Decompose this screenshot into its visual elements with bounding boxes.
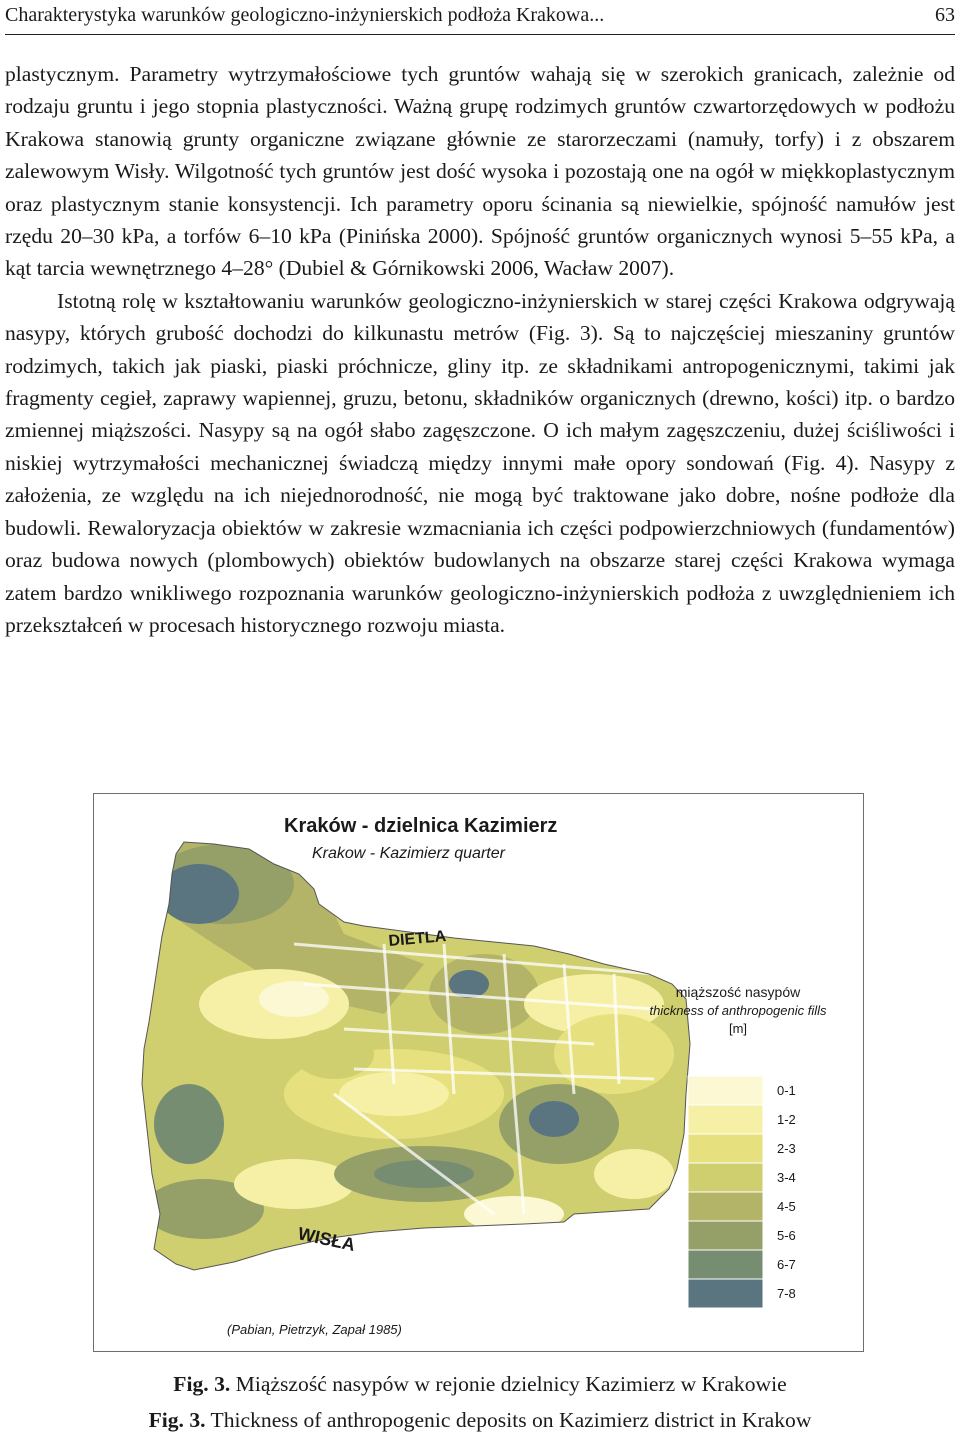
map-title-en: Krakow - Kazimierz quarter — [312, 845, 505, 862]
legend-swatch — [688, 1192, 763, 1221]
legend-title-pl: miąższość nasypów — [675, 984, 801, 1000]
legend-label: 2-3 — [777, 1141, 796, 1156]
legend-label: 7-8 — [777, 1286, 796, 1301]
river-label-wisla: WISŁA — [296, 1223, 358, 1255]
body-text — [5, 58, 955, 641]
legend-label: 1-2 — [777, 1112, 796, 1127]
caption-en-text: Thickness of anthropogenic deposits on Kazimierz district in Krakow — [205, 1408, 812, 1432]
paragraph-2: Istotną rolę w kształtowaniu warunków geologiczno-inżynierskich w starej części Krakowa odgrywają nasypy, których grubość dochodzi do kilkunastu metrów (Fig. 3). Są to najczęściej mieszaniny gruntów rodzimych, takich jak piaski, piaski próchnicze, gliny itp. ze składnikami antropogenicznymi, takimi jak fragmenty cegieł, zaprawy wapiennej, gruzu, betonu, składników organicznych (drewno, kości) itp. o bardzo zmiennej miąższości. Nasypy są na ogół słabo zagęszczone. O ich małym zagęszczeniu, dużej ściśliwości i niskiej wytrzymałości mechanicznej świadczą między innymi małe opory sondowań (Fig. 4). Nasypy z założenia, ze względu na ich niejednorodność, nie mogą być traktowane jako dobre, nośne podłoże dla budowli. Rewaloryzacja obiektów w zakresie wzmacniania ich części podpowierzchniowych (fundamentów) oraz budowa nowych (plombowych) obiektów budowlanych na obszarze starej części Krakowa wymaga zatem bardzo wnikliwego rozpoznania warunków geologiczno-inżynierskich podłoża z uwzględnieniem ich przekształceń w procesach historycznego rozwoju miasta. — [5, 288, 955, 637]
legend-unit: [m] — [728, 1021, 748, 1036]
legend-swatch — [688, 1279, 763, 1308]
legend-title-en: thickness of anthropogenic fills — [649, 1003, 827, 1018]
legend-swatch — [688, 1134, 763, 1163]
caption-en — [0, 1408, 960, 1433]
legend-swatch — [688, 1221, 763, 1250]
caption-pl-label: Fig. 3. — [173, 1372, 231, 1396]
legend-label: 0-1 — [777, 1083, 796, 1098]
legend-label: 4-5 — [777, 1199, 796, 1214]
caption-en-label: Fig. 3. — [148, 1408, 206, 1432]
legend-label: 6-7 — [777, 1257, 796, 1272]
map-title-pl: Kraków - dzielnica Kazimierz — [284, 815, 558, 837]
caption-pl-text: Miąższość nasypów w rejonie dzielnicy Kazimierz w Krakowie — [230, 1372, 787, 1396]
paragraph-1: plastycznym. Parametry wytrzymałościowe tych gruntów wahają się w szerokich granicach, zależnie od rodzaju gruntu i jego stopnia plastyczności. Ważną grupę rodzimych gruntów czwartorzędowych w podłożu Krakowa stanowią grunty organiczne związane głównie ze starorzeczami (namuły, torfy) i z obszarem zalewowym Wisły. Wilgotność tych gruntów jest dość wysoka i pozostają one na ogół w miękkoplastycznym oraz plastycznym stanie konsystencji. Ich parametry oporu ścinania są niewielkie, spójność namułów jest rzędu 20–30 kPa, a torfów 6–10 kPa (Pinińska 2000). Spójność gruntów organicznych wynosi 5–55 kPa, a kąt tarcia wewnętrznego 4–28° (Dubiel & Górnikowski 2006, Wacław 2007). — [5, 62, 955, 281]
running-title: Charakterystyka warunków geologiczno-inżynierskich podłoża Krakowa... — [5, 4, 605, 26]
map-source: (Pabian, Pietrzyk, Zapał 1985) — [227, 1322, 402, 1337]
caption-pl — [0, 1372, 960, 1397]
legend-swatch — [688, 1076, 763, 1105]
legend-swatch — [688, 1163, 763, 1192]
running-header — [5, 0, 955, 35]
figure-3-map — [93, 793, 864, 1352]
kazimierz-thickness-map — [94, 794, 863, 1351]
legend-swatch — [688, 1105, 763, 1134]
legend — [688, 1076, 796, 1308]
page-number: 63 — [935, 4, 955, 26]
street-label-dietla: DIETLA — [387, 928, 447, 950]
legend-label: 3-4 — [777, 1170, 796, 1185]
legend-swatch — [688, 1250, 763, 1279]
legend-label: 5-6 — [777, 1228, 796, 1243]
